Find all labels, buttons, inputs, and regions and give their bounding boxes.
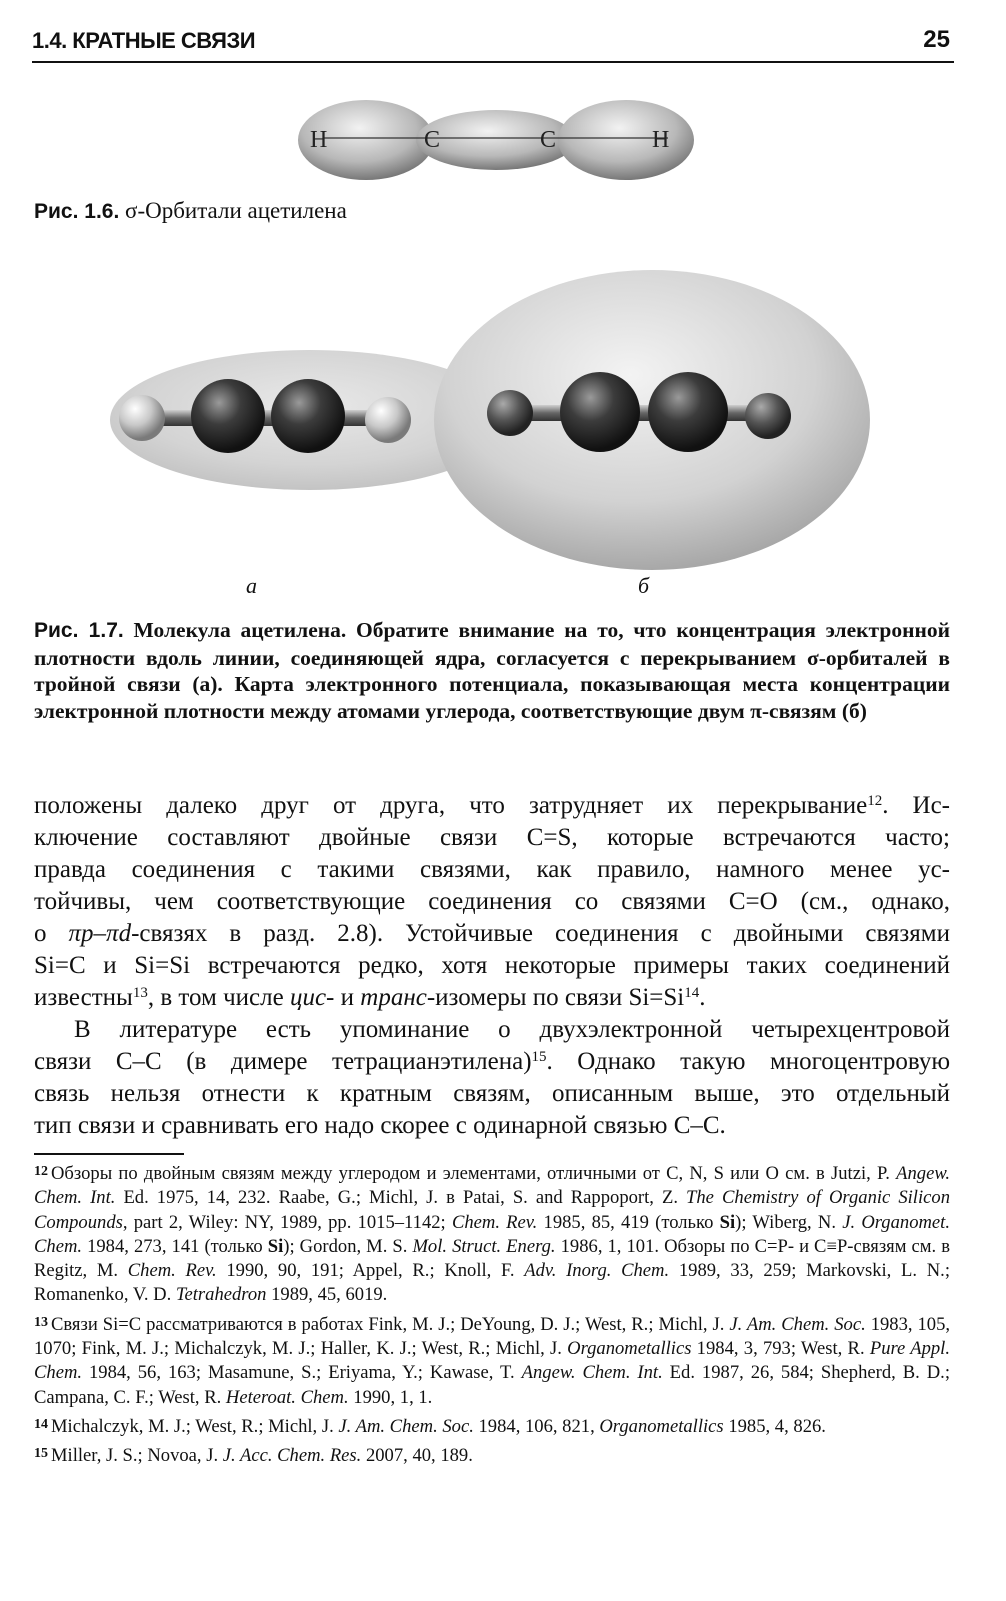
element-symbol: Si: [267, 1235, 284, 1257]
text-run: 1985, 4, 826.: [723, 1415, 826, 1437]
text-run: Связи Si=C рассматриваются в работах Fink, M. J.; DeYoung, D. J.; West, R.; Michl, J.: [51, 1313, 730, 1335]
hydrogen-atom-a-right: [365, 397, 411, 443]
text-run: Michalczyk, M. J.; West, R.; Michl, J.: [51, 1415, 339, 1437]
figure-1-7-caption-label: Рис. 1.7.: [34, 619, 124, 642]
text-run: о: [34, 920, 69, 947]
text-run: 1989, 33, 259; Markovski, L. N.; Romanenko, V. D.: [34, 1260, 950, 1306]
text-run: ); Wiberg, N.: [735, 1211, 843, 1233]
text-run: 1986, 1, 101. Обзоры по C=P- и C≡P-связям см. в Regitz, M.: [34, 1235, 951, 1282]
text-run: 1984, 106, 821,: [473, 1415, 600, 1437]
text-run: . Однако такую многоцентровую: [546, 1048, 951, 1075]
element-symbol: Si: [719, 1211, 736, 1233]
hydrogen-atom-a-left: [119, 395, 165, 441]
panel-b-label: б: [638, 573, 650, 598]
text-line: связь нельзя отнести к кратным связям, описанным выше, это отдельный: [34, 1080, 950, 1107]
footnote-number: 13: [34, 1314, 48, 1330]
text-run: известны: [34, 984, 133, 1011]
journal-title: Adv. Inorg. Chem.: [524, 1260, 670, 1282]
footnote-ref-14: 14: [684, 985, 700, 1001]
figure-1-7-acetylene-models: [100, 270, 880, 600]
text-run: 1989, 45, 6019.: [266, 1284, 388, 1306]
journal-title: Heteroat. Chem.: [225, 1386, 349, 1408]
text-line: тип связи и сравнивать его надо скорее с одинарной связью C–C.: [34, 1112, 726, 1139]
carbon-atom-b-left: [560, 372, 640, 452]
text-run: положены далеко друг от друга, что затрудняет их перекрывание: [34, 792, 868, 819]
figure-1-6-caption-label: Рис. 1.6.: [34, 200, 120, 223]
text-run: 1984, 3, 793; West, R.: [691, 1338, 870, 1360]
bond-a: [140, 410, 390, 426]
journal-title: Organometallics: [567, 1338, 692, 1360]
figure-1-6-sigma-orbitals: [296, 90, 696, 190]
footnote-number: 12: [34, 1164, 48, 1179]
text-run: изомеры по связи Si=Si: [435, 984, 685, 1011]
footnote-number: 15: [34, 1446, 48, 1462]
text-run: 1990, 1, 1.: [348, 1386, 433, 1408]
body-text: [34, 790, 950, 1142]
panel-a-label: а: [246, 573, 257, 598]
paragraph-1: [34, 790, 950, 1014]
footnote-number: 14: [34, 1416, 48, 1432]
header-rule: [32, 61, 954, 63]
text-run: , в том числе: [147, 984, 290, 1011]
text-run: 1985, 85, 419 (только: [537, 1211, 720, 1233]
text-run: связи C–C (в димере тетрацианэтилена): [34, 1048, 532, 1075]
figure-1-7-caption: [34, 617, 950, 724]
paragraph-2: [34, 1014, 950, 1142]
text-line: В литературе есть упоминание о двухэлектронной четырехцентровой: [74, 1016, 950, 1043]
journal-title: J. Acc. Chem. Res.: [222, 1445, 362, 1467]
text-line: [34, 790, 950, 822]
footnote-rule: [34, 1153, 184, 1155]
carbon-atom-b-right: [648, 372, 728, 452]
text-run: ); Gordon, M. S.: [283, 1235, 413, 1257]
text-run: Обзоры по двойным связям между углеродом и элементами, отличными от C, N, S или O см. в Jutzi, P.: [51, 1163, 897, 1184]
text-run: 1983, 105, 1070; Fink, M. J.; Michalczyk, M. J.; Haller, K. J.; West, R.; Michl, J.: [34, 1313, 951, 1360]
journal-title: Organometallics: [599, 1415, 724, 1437]
text-line: [34, 918, 950, 950]
hydrogen-atom-b-left: [487, 390, 533, 436]
journal-title: J. Am. Chem. Soc.: [338, 1415, 474, 1437]
text-run-italic: транс-: [360, 984, 436, 1011]
footnote-ref-12: 12: [867, 793, 883, 809]
text-run: Miller, J. S.; Novoa, J.: [51, 1445, 223, 1467]
text-run: Ed. 1987, 26, 584; Shepherd, B. D.; Campana, C. F.; West, R.: [34, 1362, 950, 1408]
journal-title: Angew. Chem. Int.: [34, 1163, 950, 1209]
text-run: 1990, 90, 191; Appel, R.; Knoll, F.: [216, 1260, 525, 1282]
text-run-italic: πp–πd: [68, 920, 132, 947]
footnote-ref-13: 13: [132, 985, 148, 1001]
page-number: 25: [923, 26, 950, 53]
text-run: . Ис-: [882, 792, 950, 819]
running-head: 1.4. КРАТНЫЕ СВЯЗИ: [32, 28, 256, 53]
figure-1-7-caption-text: Молекула ацетилена. Обратите внимание на то, что концентрация электронной плотности вдоль линии, соединяющей ядра, согласуется с перекрыванием σ-орбиталей в тройной связи (а). Карта электронного потенциала, показывающая места концентрации электронной плотности между атомами углерода, соответствующие двум π-связям (б): [34, 618, 950, 723]
text-run: 1984, 273, 141 (только: [82, 1235, 268, 1257]
atom-label-h-left: H: [310, 127, 328, 153]
text-run: 1984, 56, 163; Masamune, S.; Eriyama, Y.; Kawase, T.: [82, 1362, 522, 1384]
journal-title: J. Organomet. Chem.: [34, 1211, 950, 1257]
atom-label-c-right: C: [540, 127, 557, 153]
text-run: и: [334, 984, 361, 1011]
footnotes: [34, 1160, 950, 1472]
footnote-14: [34, 1413, 950, 1439]
atom-label-h-right: H: [652, 127, 670, 153]
book-title: The Chemistry of Organic Silicon Compounds: [34, 1187, 950, 1233]
journal-title: Tetrahedron: [175, 1284, 267, 1306]
journal-title: J. Am. Chem. Soc.: [729, 1313, 866, 1335]
journal-title: Chem. Rev.: [451, 1211, 538, 1233]
journal-title: Pure Appl. Chem.: [34, 1338, 950, 1384]
text-run-italic: цис-: [289, 984, 335, 1011]
text-line: Si=C и Si=Si встречаются редко, хотя некоторые примеры таких соединений: [34, 952, 950, 979]
figure-1-6-caption-text: σ-Орбитали ацетилена: [125, 198, 347, 223]
bond-b: [510, 405, 770, 421]
text-line: ключение составляют двойные связи C=S, которые встречаются часто;: [34, 824, 950, 851]
text-run: Ed. 1975, 14, 232. Raabe, G.; Michl, J. в Patai, S. and Rappoport, Z.: [115, 1187, 687, 1209]
orbital-lobe-right: [558, 100, 694, 180]
footnote-12: [34, 1160, 950, 1308]
journal-title: Angew. Chem. Int.: [521, 1362, 663, 1384]
panel-b-electrostatic-potential-model: [434, 270, 870, 570]
footnote-15: [34, 1442, 950, 1468]
text-line: тойчивы, чем соответствующие соединения со связями C=O (см., однако,: [34, 888, 950, 915]
carbon-atom-a-right: [271, 379, 345, 453]
text-run: .: [699, 984, 706, 1011]
text-run: , part 2, Wiley: NY, 1989, pp. 1015–1142;: [122, 1211, 452, 1233]
carbon-atom-a-left: [191, 379, 265, 453]
text-line: [34, 1046, 950, 1078]
text-line: правда соединения с такими связями, как правило, намного менее ус-: [34, 856, 950, 883]
hydrogen-atom-b-right: [745, 393, 791, 439]
text-run: -связях в разд. 2.8). Устойчивые соединения с двойными связями: [131, 920, 950, 947]
text-line: [34, 982, 950, 1014]
journal-title: Chem. Rev.: [127, 1260, 217, 1282]
journal-title: Mol. Struct. Energ.: [412, 1235, 556, 1257]
text-run: 2007, 40, 189.: [361, 1445, 473, 1467]
footnote-ref-15: 15: [531, 1049, 547, 1065]
figure-1-6-caption: [34, 198, 347, 224]
footnote-13: [34, 1311, 950, 1410]
atom-label-c-left: C: [424, 127, 441, 153]
